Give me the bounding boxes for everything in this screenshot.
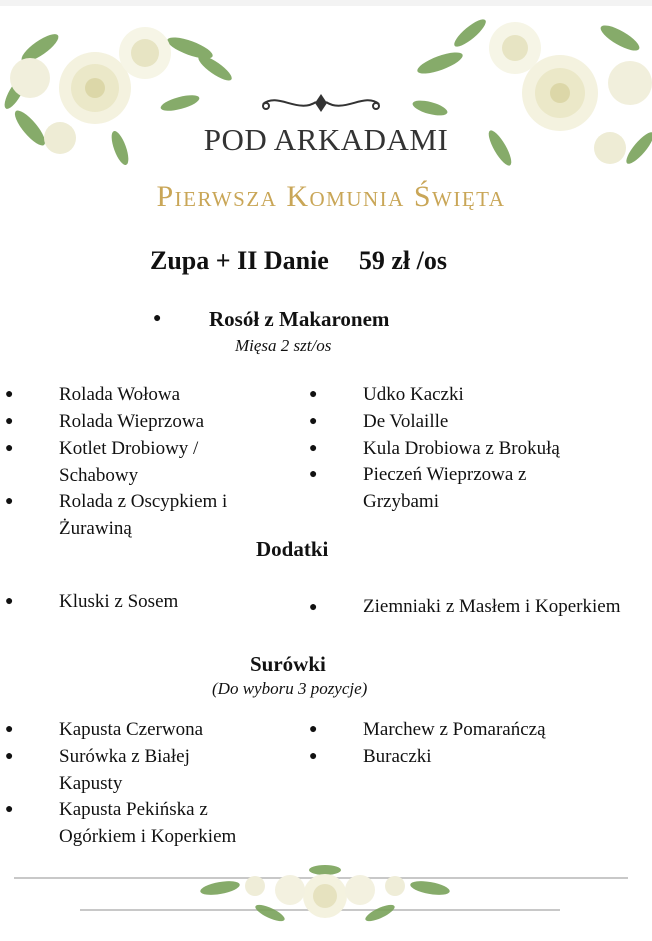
bullet-icon: ● xyxy=(309,749,318,764)
main-item: Pieczeń Wieprzowa z Grzybami xyxy=(363,464,527,512)
offer-price: 59 zł /os xyxy=(358,246,447,275)
main-item: De Volaille xyxy=(363,411,449,432)
event-title: Pierwsza Komunia Święta xyxy=(156,180,506,213)
bullet-icon: ● xyxy=(309,722,318,737)
bullet-icon: ● xyxy=(5,414,14,429)
bullet-icon: ● xyxy=(5,802,14,817)
salad-item: Marchew z Pomarańczą xyxy=(363,719,546,740)
main-item: Kula Drobiowa z Brokułą xyxy=(363,438,560,459)
side-item: Ziemniaki z Masłem i Koperkiem xyxy=(363,596,621,617)
salad-item: Kapusta Pekińska z Ogórkiem i Koperkiem xyxy=(59,799,237,847)
bullet-icon: ● xyxy=(309,467,318,482)
flourish-ornament xyxy=(258,90,384,116)
main-item: Rolada Wieprzowa xyxy=(59,411,205,432)
venue-name: POD ARKADAMI xyxy=(203,122,449,157)
bullet-icon: ● xyxy=(309,600,318,615)
salad-item: Buraczki xyxy=(363,746,432,767)
sides-title: Dodatki xyxy=(256,537,329,561)
floral-decoration-bottom xyxy=(200,858,450,928)
salad-item: Kapusta Czerwona xyxy=(59,719,204,740)
main-item: Kotlet Drobiowy / Schabowy xyxy=(59,438,199,486)
bullet-icon: ● xyxy=(5,722,14,737)
bullet-icon: ● xyxy=(5,387,14,402)
main-item: Udko Kaczki xyxy=(363,384,464,405)
bullet-icon: ● xyxy=(309,414,318,429)
bullet-icon: ● xyxy=(5,749,14,764)
salad-item: Surówka z Białej Kapusty xyxy=(59,746,190,794)
bullet-icon: ● xyxy=(309,441,318,456)
main-item: Rolada z Oscypkiem i Żurawiną xyxy=(59,491,228,539)
bullet-icon: ● xyxy=(153,311,162,326)
bullet-icon: ● xyxy=(5,594,14,609)
salads-note: (Do wyboru 3 pozycje) xyxy=(212,679,368,698)
soup-note: Mięsa 2 szt/os xyxy=(235,336,332,355)
salads-title: Surówki xyxy=(250,652,326,676)
soup-name: Rosół z Makaronem xyxy=(209,307,390,331)
side-item: Kluski z Sosem xyxy=(59,591,179,612)
main-item: Rolada Wołowa xyxy=(59,384,181,405)
bullet-icon: ● xyxy=(5,441,14,456)
bullet-icon: ● xyxy=(5,494,14,509)
offer-heading xyxy=(150,246,447,276)
bullet-icon: ● xyxy=(309,387,318,402)
offer-name: Zupa + II Danie xyxy=(150,246,329,275)
